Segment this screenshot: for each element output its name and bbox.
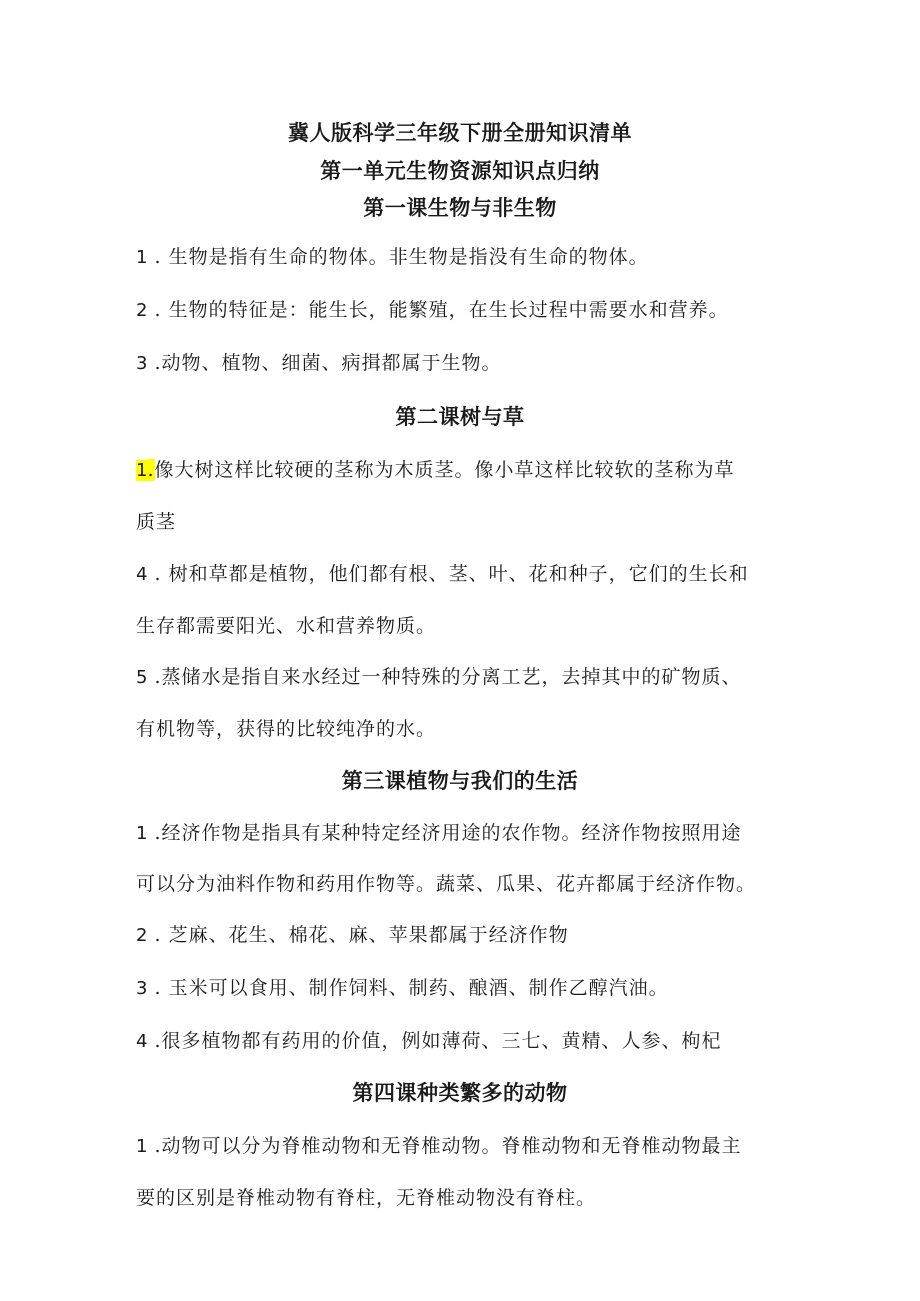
list-item — [136, 295, 729, 322]
lesson-3-title: 第三课植物与我们的生活 — [341, 769, 579, 793]
item-text: 蒸储水是指自来水经过一种特殊的分离工艺，去掉其中的矿物质、 — [161, 666, 742, 688]
item-text: 树和草都是植物，他们都有根、茎、叶、花和种子，它们的生长和 — [168, 563, 749, 585]
list-item — [136, 920, 569, 947]
item-number: 5 — [136, 667, 148, 688]
list-item-continuation: 要的区别是脊椎动物有脊柱，无脊椎动物没有脊柱。 — [136, 1187, 597, 1209]
item-text: 像大树这样比较硬的茎称为木质茎。像小草这样比较软的茎称为草 — [154, 459, 735, 481]
item-number: 2 — [136, 925, 148, 946]
item-text: 芝麻、花生、棉花、麻、苹果都属于经济作物 — [168, 924, 569, 946]
item-text: 玉米可以食用、制作饲料、制药、酿酒、制作乙醇汽油。 — [168, 977, 669, 999]
item-text: 生物是指有生命的物体。非生物是指没有生命的物体。 — [168, 246, 649, 268]
item-text: 经济作物是指具有某种特定经济用途的农作物。经济作物按照用途 — [161, 822, 742, 844]
item-text: 动物可以分为脊椎动物和无脊椎动物。脊椎动物和无脊椎动物最主 — [161, 1135, 742, 1157]
list-item — [136, 818, 742, 845]
list-item — [136, 348, 502, 375]
lesson-4-title: 第四课种类繁多的动物 — [352, 1081, 568, 1105]
list-item — [136, 242, 649, 269]
item-text: 生物的特征是：能生长，能繁殖，在生长过程中需要水和营养。 — [168, 299, 729, 321]
list-item — [136, 1131, 742, 1158]
item-number: 4 — [136, 564, 148, 585]
item-number: 4 — [136, 1031, 148, 1052]
list-item — [136, 662, 742, 689]
list-item — [136, 559, 749, 586]
item-separator: . — [147, 1030, 162, 1052]
item-text: 很多植物都有药用的价值，例如薄荷、三七、黄精、人参、枸杞 — [161, 1030, 722, 1052]
unit-title: 第一单元生物资源知识点归纳 — [320, 159, 600, 183]
item-number: 2 — [136, 300, 148, 321]
item-separator: . — [147, 1135, 162, 1157]
list-item-continuation: 生存都需要阳光、水和营养物质。 — [136, 615, 437, 637]
list-item-continuation: 可以分为油料作物和药用作物等。蔬菜、瓜果、花卉都属于经济作物。 — [136, 873, 757, 895]
item-number: 3 — [136, 978, 148, 999]
list-item — [136, 455, 735, 482]
item-number: 1 — [136, 460, 148, 481]
list-item-continuation: 质茎 — [136, 511, 177, 533]
document-title: 冀人版科学三年级下册全册知识清单 — [288, 121, 632, 145]
list-item-continuation: 有机物等，获得的比较纯净的水。 — [136, 718, 437, 740]
item-separator: . — [147, 563, 169, 585]
item-number: 1 — [136, 823, 148, 844]
item-separator: . — [147, 666, 162, 688]
item-text: 动物、植物、细菌、病揖都属于生物。 — [161, 352, 502, 374]
item-number: 1 — [136, 247, 148, 268]
item-separator: . — [147, 352, 162, 374]
lesson-2-title: 第二课树与草 — [395, 405, 525, 429]
list-item — [136, 1026, 722, 1053]
item-separator: . — [147, 246, 169, 268]
list-item — [136, 973, 669, 1000]
item-number: 1 — [136, 1136, 148, 1157]
item-separator: . — [147, 822, 162, 844]
item-separator: . — [147, 924, 169, 946]
lesson-1-title: 第一课生物与非生物 — [363, 196, 557, 220]
item-separator: . — [147, 977, 169, 999]
item-separator: . — [147, 299, 169, 321]
item-separator: . — [147, 459, 155, 481]
item-number: 3 — [136, 353, 148, 374]
